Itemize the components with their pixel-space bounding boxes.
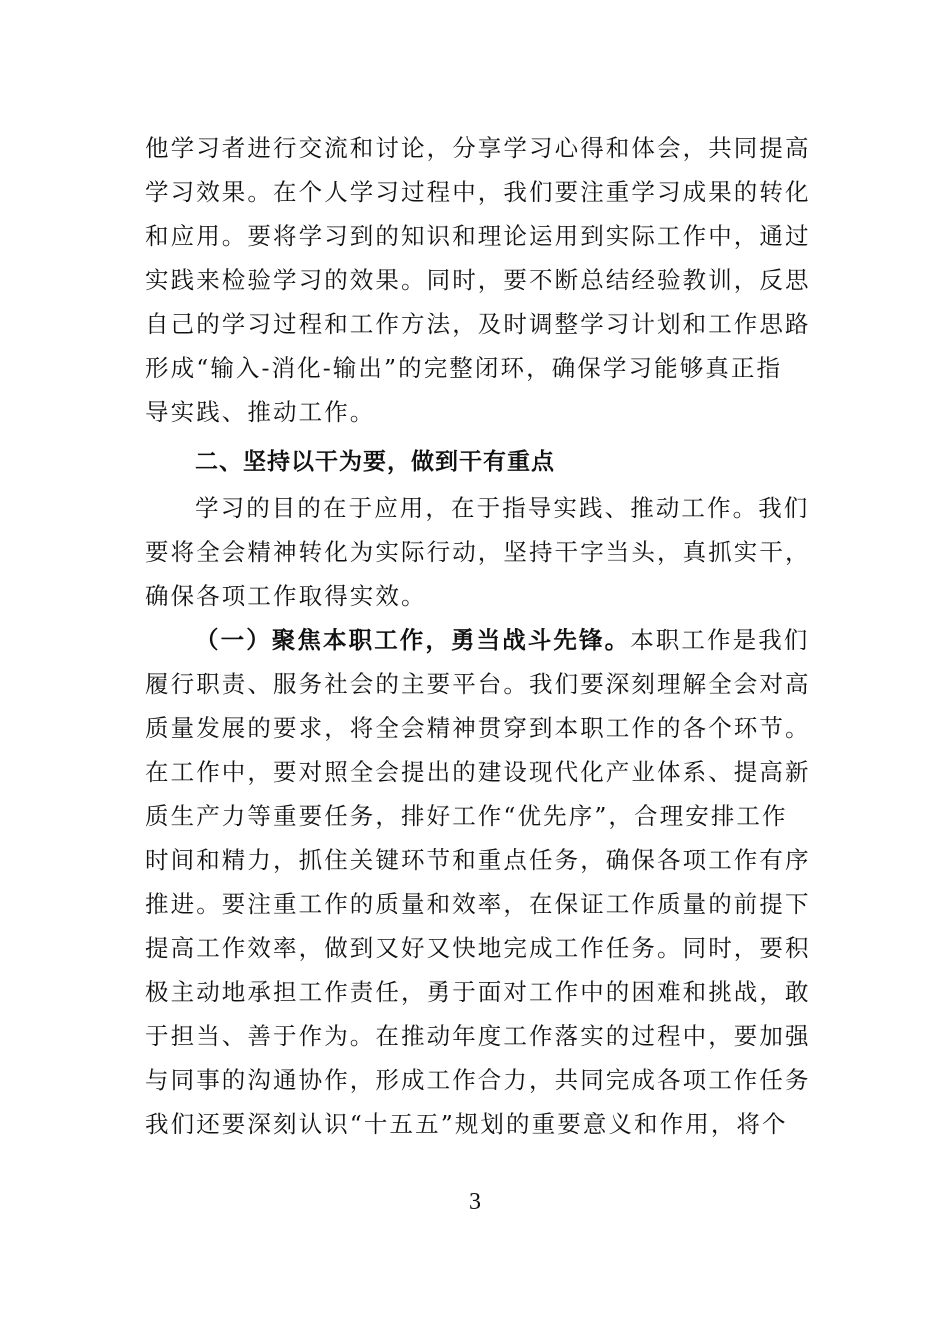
text-line: 于担当、善于作为。在推动年度工作落实的过程中，要加强 bbox=[145, 1022, 811, 1050]
text-line: 推进。要注重工作的质量和效率，在保证工作质量的前提下 bbox=[145, 890, 811, 918]
text-line: 时间和精力，抓住关键环节和重点任务，确保各项工作有序 bbox=[145, 846, 811, 874]
text-line: 实践来检验学习的效果。同时，要不断总结经验教训，反思 bbox=[145, 266, 811, 294]
text-line: 导实践、推动工作。 bbox=[145, 398, 376, 426]
body-text bbox=[145, 126, 809, 1146]
text-line: 要将全会精神转化为实际行动，坚持干字当头，真抓实干， bbox=[145, 538, 811, 566]
text-run: 本职工作是我们 bbox=[630, 626, 810, 654]
text-line: 在工作中，要对照全会提出的建设现代化产业体系、提高新 bbox=[145, 758, 811, 786]
text-line: 他学习者进行交流和讨论，分享学习心得和体会，共同提高 bbox=[145, 134, 811, 162]
text-line: 确保各项工作取得实效。 bbox=[145, 582, 427, 610]
section-heading: 二、坚持以干为要，做到干有重点 bbox=[195, 449, 555, 475]
text-line: 质生产力等重要任务，排好工作“优先序”，合理安排工作 bbox=[145, 802, 788, 830]
text-line bbox=[145, 618, 809, 662]
text-line: 极主动地承担工作责任，勇于面对工作中的困难和挑战，敢 bbox=[145, 978, 811, 1006]
subsection-paragraph bbox=[145, 618, 809, 1146]
text-line: 与同事的沟通协作，形成工作合力，共同完成各项工作任务 bbox=[145, 1066, 811, 1094]
text-line: 履行职责、服务社会的主要平台。我们要深刻理解全会对高 bbox=[145, 670, 811, 698]
text-line: 学习的目的在于应用，在于指导实践、推动工作。我们 bbox=[195, 494, 810, 522]
text-line: 自己的学习过程和工作方法，及时调整学习计划和工作思路 bbox=[145, 310, 811, 338]
subsection-lead: （一）聚焦本职工作，勇当战斗先锋。 bbox=[195, 626, 631, 654]
page-number: 3 bbox=[469, 1189, 481, 1215]
text-line: 质量发展的要求，将全会精神贯穿到本职工作的各个环节。 bbox=[145, 714, 811, 742]
text-line: 和应用。要将学习到的知识和理论运用到实际工作中，通过 bbox=[145, 222, 811, 250]
text-line: 形成“输入-消化-输出”的完整闭环，确保学习能够真正指 bbox=[145, 354, 783, 382]
paragraph-continued bbox=[145, 126, 809, 434]
intro-paragraph bbox=[145, 486, 809, 618]
text-line: 学习效果。在个人学习过程中，我们要注重学习成果的转化 bbox=[145, 178, 811, 206]
text-line: 提高工作效率，做到又好又快地完成工作任务。同时，要积 bbox=[145, 934, 811, 962]
text-line: 我们还要深刻认识“十五五”规划的重要意义和作用，将个 bbox=[145, 1110, 788, 1138]
